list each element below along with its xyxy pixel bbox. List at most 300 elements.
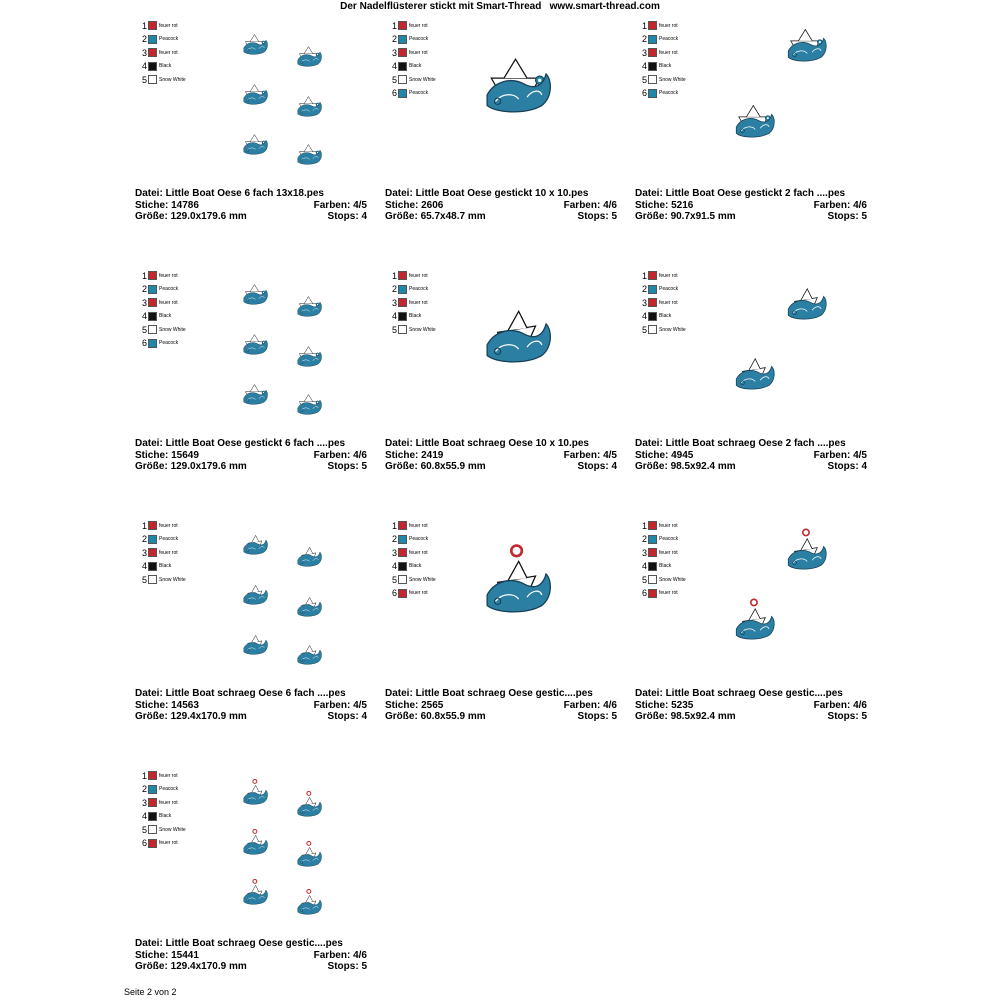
thread-swatch <box>398 312 407 321</box>
thread-index: 2 <box>391 34 397 45</box>
thread-index: 4 <box>641 561 647 572</box>
design-size: 65.7x48.7 mm <box>420 211 486 223</box>
thread-swatch <box>398 48 407 57</box>
thread-color-row <box>390 73 460 87</box>
design-size: 129.4x170.9 mm <box>170 711 247 723</box>
thread-color-row <box>390 546 460 560</box>
thread-index: 3 <box>391 297 397 308</box>
boat-motif <box>788 289 826 319</box>
design-card <box>135 253 367 481</box>
thread-swatch <box>398 562 407 571</box>
design-info <box>635 188 867 223</box>
size-label: Größe: <box>135 211 171 223</box>
thread-swatch <box>648 285 657 294</box>
thread-color-row <box>140 283 210 297</box>
thread-color-row <box>140 533 210 547</box>
thread-index: 5 <box>641 574 647 585</box>
thread-name: Peacock <box>159 536 179 543</box>
thread-color-row <box>140 296 210 310</box>
thread-index: 2 <box>141 284 147 295</box>
thread-color-row <box>140 310 210 324</box>
size-label: Größe: <box>385 711 421 723</box>
thread-swatch <box>648 48 657 57</box>
thread-color-row <box>390 533 460 547</box>
thread-color-row <box>390 560 460 574</box>
thread-name: feuer rot <box>159 49 178 56</box>
stop-count: 5 <box>361 961 367 973</box>
thread-swatch <box>398 589 407 598</box>
design-card <box>635 253 867 481</box>
stop-count: 5 <box>861 211 867 223</box>
thread-swatch <box>148 575 157 584</box>
thread-name: Black <box>409 63 422 70</box>
thread-color-row <box>640 533 710 547</box>
design-card <box>635 503 867 731</box>
design-size: 129.0x179.6 mm <box>170 461 247 473</box>
thread-name: Peacock <box>659 536 679 543</box>
thread-index: 2 <box>641 34 647 45</box>
thread-index: 4 <box>141 311 147 322</box>
thread-index: 1 <box>641 520 647 531</box>
file-name: Little Boat schraeg Oese gestic....pes <box>665 688 843 699</box>
thread-color-list <box>640 269 710 337</box>
file-name: Little Boat schraeg Oese 10 x 10.pes <box>415 438 589 449</box>
thread-index: 6 <box>141 338 147 349</box>
thread-name: feuer rot <box>659 590 678 597</box>
embroidery-preview <box>215 765 367 931</box>
design-size: 98.5x92.4 mm <box>670 711 736 723</box>
thread-name: Peacock <box>159 340 179 347</box>
thread-index: 4 <box>141 561 147 572</box>
thread-swatch <box>148 521 157 530</box>
thread-swatch <box>648 89 657 98</box>
file-label: Datei: <box>135 188 166 199</box>
thread-color-row <box>640 73 710 87</box>
thread-name: Snow White <box>409 326 436 333</box>
thread-index: 3 <box>141 47 147 58</box>
thread-color-row <box>640 560 710 574</box>
thread-color-row <box>390 519 460 533</box>
stops-label: Stops: <box>577 461 612 473</box>
embroidery-preview <box>215 15 367 181</box>
file-label: Datei: <box>135 938 166 949</box>
thread-color-row <box>140 73 210 87</box>
thread-index: 1 <box>391 520 397 531</box>
thread-index: 5 <box>641 324 647 335</box>
thread-name: Snow White <box>659 326 686 333</box>
thread-swatch <box>398 75 407 84</box>
thread-name: Black <box>409 313 422 320</box>
size-label: Größe: <box>635 711 671 723</box>
thread-color-list <box>140 19 210 87</box>
thread-name: Peacock <box>409 536 429 543</box>
thread-name: Peacock <box>659 286 679 293</box>
thread-color-row <box>390 46 460 60</box>
file-name: Little Boat schraeg Oese gestic....pes <box>165 938 343 949</box>
design-info <box>385 438 617 473</box>
thread-swatch <box>648 548 657 557</box>
thread-swatch <box>148 21 157 30</box>
boat-motif <box>298 597 322 616</box>
thread-name: Black <box>659 63 672 70</box>
color-count: 4/5 <box>603 449 617 461</box>
file-label: Datei: <box>385 438 416 449</box>
color-label: Farben: <box>563 449 604 461</box>
file-label: Datei: <box>135 688 166 699</box>
design-info <box>135 938 367 973</box>
thread-index: 5 <box>141 324 147 335</box>
thread-name: feuer rot <box>409 549 428 556</box>
stitch-label: Stiche: <box>135 949 172 961</box>
thread-color-row <box>390 587 460 601</box>
thread-swatch <box>398 21 407 30</box>
file-label: Datei: <box>385 188 416 199</box>
thread-swatch <box>148 339 157 348</box>
thread-swatch <box>648 35 657 44</box>
thread-index: 2 <box>141 784 147 795</box>
color-count: 4/5 <box>353 699 367 711</box>
thread-swatch <box>648 535 657 544</box>
thread-color-row <box>140 269 210 283</box>
thread-swatch <box>648 521 657 530</box>
color-count: 4/6 <box>353 449 367 461</box>
color-label: Farben: <box>813 699 854 711</box>
thread-index: 3 <box>641 547 647 558</box>
file-name: Little Boat Oese gestickt 2 fach ....pes <box>665 188 846 199</box>
thread-swatch <box>648 312 657 321</box>
embroidery-preview <box>715 15 867 181</box>
thread-index: 3 <box>141 797 147 808</box>
boat-motif <box>244 285 268 305</box>
thread-index: 1 <box>641 270 647 281</box>
stop-count: 5 <box>611 711 617 723</box>
embroidery-preview <box>715 265 867 431</box>
thread-index: 1 <box>641 20 647 31</box>
thread-swatch <box>148 548 157 557</box>
thread-swatch <box>148 285 157 294</box>
thread-color-row <box>390 33 460 47</box>
thread-name: Black <box>659 563 672 570</box>
boat-motif <box>244 879 268 904</box>
thread-color-row <box>640 310 710 324</box>
stitch-count: 2606 <box>421 199 444 211</box>
stop-count: 5 <box>861 711 867 723</box>
boat-motif <box>736 359 774 389</box>
thread-swatch <box>148 35 157 44</box>
thread-index: 3 <box>641 297 647 308</box>
design-card <box>135 753 367 981</box>
boat-motif <box>244 385 268 405</box>
thread-color-list <box>390 19 460 100</box>
thread-color-row <box>390 323 460 337</box>
thread-color-row <box>140 546 210 560</box>
page-header: Der Nadelflüsterer stickt mit Smart-Thread www.smart-thread.com <box>340 1 660 12</box>
color-count: 4/6 <box>853 699 867 711</box>
thread-name: feuer rot <box>409 299 428 306</box>
file-name: Little Boat schraeg Oese gestic....pes <box>415 688 593 699</box>
design-card <box>135 503 367 731</box>
thread-swatch <box>398 62 407 71</box>
thread-color-row <box>640 519 710 533</box>
embroidery-preview <box>465 515 617 681</box>
thread-swatch <box>398 521 407 530</box>
boat-motif <box>298 47 322 67</box>
thread-name: feuer rot <box>659 522 678 529</box>
thread-index: 5 <box>391 574 397 585</box>
boat-motif <box>298 97 322 117</box>
stop-count: 4 <box>861 461 867 473</box>
thread-name: Snow White <box>159 576 186 583</box>
color-label: Farben: <box>563 199 604 211</box>
thread-swatch <box>148 825 157 834</box>
thread-color-row <box>390 310 460 324</box>
thread-index: 4 <box>141 61 147 72</box>
thread-color-row <box>640 60 710 74</box>
thread-name: feuer rot <box>659 272 678 279</box>
thread-name: feuer rot <box>159 522 178 529</box>
stops-label: Stops: <box>827 461 862 473</box>
thread-color-row <box>640 573 710 587</box>
boat-motif <box>298 347 322 367</box>
thread-index: 3 <box>641 47 647 58</box>
thread-index: 3 <box>391 547 397 558</box>
design-size: 98.5x92.4 mm <box>670 461 736 473</box>
thread-index: 5 <box>391 74 397 85</box>
thread-name: Snow White <box>159 826 186 833</box>
stitch-count: 15649 <box>171 449 199 461</box>
thread-name: feuer rot <box>159 22 178 29</box>
thread-index: 4 <box>391 561 397 572</box>
thread-swatch <box>398 271 407 280</box>
stitch-count: 2419 <box>421 449 444 461</box>
thread-color-row <box>140 337 210 351</box>
thread-swatch <box>648 562 657 571</box>
size-label: Größe: <box>385 211 421 223</box>
thread-name: feuer rot <box>159 840 178 847</box>
thread-index: 1 <box>141 20 147 31</box>
design-card <box>385 253 617 481</box>
color-label: Farben: <box>313 949 354 961</box>
stop-count: 4 <box>361 211 367 223</box>
thread-name: Snow White <box>159 76 186 83</box>
stitch-count: 15441 <box>171 949 199 961</box>
boat-motif <box>788 30 826 62</box>
boat-motif <box>244 135 268 155</box>
size-label: Größe: <box>135 961 171 973</box>
thread-name: Black <box>159 813 172 820</box>
thread-name: feuer rot <box>159 772 178 779</box>
thread-name: Snow White <box>409 576 436 583</box>
thread-color-list <box>640 519 710 600</box>
stops-label: Stops: <box>827 211 862 223</box>
thread-swatch <box>648 575 657 584</box>
thread-color-row <box>640 46 710 60</box>
stop-count: 5 <box>611 211 617 223</box>
design-card <box>135 3 367 231</box>
thread-color-row <box>390 296 460 310</box>
thread-color-row <box>140 796 210 810</box>
thread-color-list <box>640 19 710 100</box>
thread-name: Peacock <box>159 286 179 293</box>
file-name: Little Boat schraeg Oese 6 fach ....pes <box>165 688 346 699</box>
boat-motif <box>244 829 268 854</box>
boat-motif <box>298 841 322 866</box>
color-label: Farben: <box>313 699 354 711</box>
thread-index: 5 <box>141 74 147 85</box>
thread-name: Peacock <box>409 90 429 97</box>
thread-color-row <box>640 283 710 297</box>
design-info <box>135 688 367 723</box>
boat-motif <box>736 599 774 639</box>
thread-color-row <box>140 573 210 587</box>
thread-color-row <box>140 783 210 797</box>
thread-name: feuer rot <box>409 590 428 597</box>
thread-name: Peacock <box>659 36 679 43</box>
thread-index: 1 <box>391 20 397 31</box>
thread-color-row <box>640 87 710 101</box>
thread-swatch <box>648 589 657 598</box>
thread-color-row <box>640 546 710 560</box>
thread-swatch <box>148 839 157 848</box>
color-label: Farben: <box>813 449 854 461</box>
color-count: 4/6 <box>603 199 617 211</box>
thread-swatch <box>148 325 157 334</box>
thread-name: Snow White <box>409 76 436 83</box>
thread-name: Black <box>159 313 172 320</box>
file-label: Datei: <box>635 188 666 199</box>
stitch-label: Stiche: <box>635 199 672 211</box>
file-label: Datei: <box>635 438 666 449</box>
stops-label: Stops: <box>327 211 362 223</box>
thread-color-row <box>140 19 210 33</box>
thread-color-row <box>390 87 460 101</box>
thread-color-row <box>140 769 210 783</box>
boat-motif <box>298 791 322 816</box>
design-size: 129.4x170.9 mm <box>170 961 247 973</box>
design-info <box>385 688 617 723</box>
thread-swatch <box>148 562 157 571</box>
thread-name: Peacock <box>159 786 179 793</box>
thread-swatch <box>398 298 407 307</box>
design-info <box>135 188 367 223</box>
thread-name: feuer rot <box>409 49 428 56</box>
thread-swatch <box>648 271 657 280</box>
stitch-label: Stiche: <box>385 449 422 461</box>
boat-motif <box>788 529 826 569</box>
stitch-count: 14786 <box>171 199 199 211</box>
thread-swatch <box>648 62 657 71</box>
thread-index: 4 <box>141 811 147 822</box>
size-label: Größe: <box>635 461 671 473</box>
boat-motif <box>298 297 322 317</box>
thread-swatch <box>648 325 657 334</box>
thread-name: feuer rot <box>659 22 678 29</box>
embroidery-preview <box>715 515 867 681</box>
color-count: 4/5 <box>853 449 867 461</box>
thread-index: 2 <box>641 534 647 545</box>
page-footer: Seite 2 von 2 <box>124 987 177 997</box>
color-label: Farben: <box>563 699 604 711</box>
color-count: 4/5 <box>353 199 367 211</box>
thread-swatch <box>148 798 157 807</box>
thread-name: feuer rot <box>159 299 178 306</box>
thread-index: 6 <box>641 588 647 599</box>
boat-motif <box>487 59 550 112</box>
thread-swatch <box>398 285 407 294</box>
thread-index: 3 <box>141 547 147 558</box>
boat-motif <box>244 35 268 55</box>
size-label: Größe: <box>635 211 671 223</box>
thread-index: 4 <box>391 311 397 322</box>
stitch-count: 5216 <box>671 199 694 211</box>
thread-index: 6 <box>641 88 647 99</box>
size-label: Größe: <box>385 461 421 473</box>
stops-label: Stops: <box>577 711 612 723</box>
stitch-label: Stiche: <box>135 699 172 711</box>
boat-motif <box>736 106 774 138</box>
thread-swatch <box>148 312 157 321</box>
stop-count: 4 <box>361 711 367 723</box>
thread-name: feuer rot <box>159 549 178 556</box>
color-count: 4/6 <box>603 699 617 711</box>
design-info <box>135 438 367 473</box>
thread-swatch <box>148 48 157 57</box>
thread-name: Black <box>159 63 172 70</box>
design-info <box>385 188 617 223</box>
thread-swatch <box>398 35 407 44</box>
design-size: 60.8x55.9 mm <box>420 461 486 473</box>
thread-name: feuer rot <box>409 522 428 529</box>
file-label: Datei: <box>135 438 166 449</box>
file-name: Little Boat Oese gestickt 10 x 10.pes <box>415 188 589 199</box>
design-size: 129.0x179.6 mm <box>170 211 247 223</box>
stitch-label: Stiche: <box>635 699 672 711</box>
design-card <box>635 3 867 231</box>
thread-color-row <box>140 323 210 337</box>
thread-color-row <box>140 810 210 824</box>
thread-swatch <box>148 298 157 307</box>
thread-name: Snow White <box>659 76 686 83</box>
boat-motif <box>244 535 268 554</box>
thread-name: feuer rot <box>659 549 678 556</box>
thread-color-row <box>640 19 710 33</box>
design-card <box>385 503 617 731</box>
thread-swatch <box>148 812 157 821</box>
thread-name: Peacock <box>409 36 429 43</box>
stitch-count: 14563 <box>171 699 199 711</box>
thread-swatch <box>648 75 657 84</box>
stops-label: Stops: <box>827 711 862 723</box>
thread-color-list <box>390 519 460 600</box>
stop-count: 5 <box>361 461 367 473</box>
thread-swatch <box>648 21 657 30</box>
stitch-count: 2565 <box>421 699 444 711</box>
thread-index: 2 <box>141 534 147 545</box>
thread-color-row <box>140 823 210 837</box>
stitch-label: Stiche: <box>385 199 422 211</box>
design-info <box>635 688 867 723</box>
thread-swatch <box>148 271 157 280</box>
thread-swatch <box>148 75 157 84</box>
boat-motif <box>298 145 322 165</box>
thread-name: Snow White <box>659 576 686 583</box>
boat-motif <box>244 585 268 604</box>
boat-motif <box>487 546 550 612</box>
design-size: 90.7x91.5 mm <box>670 211 736 223</box>
thread-index: 2 <box>391 284 397 295</box>
size-label: Größe: <box>135 711 171 723</box>
thread-color-row <box>140 60 210 74</box>
